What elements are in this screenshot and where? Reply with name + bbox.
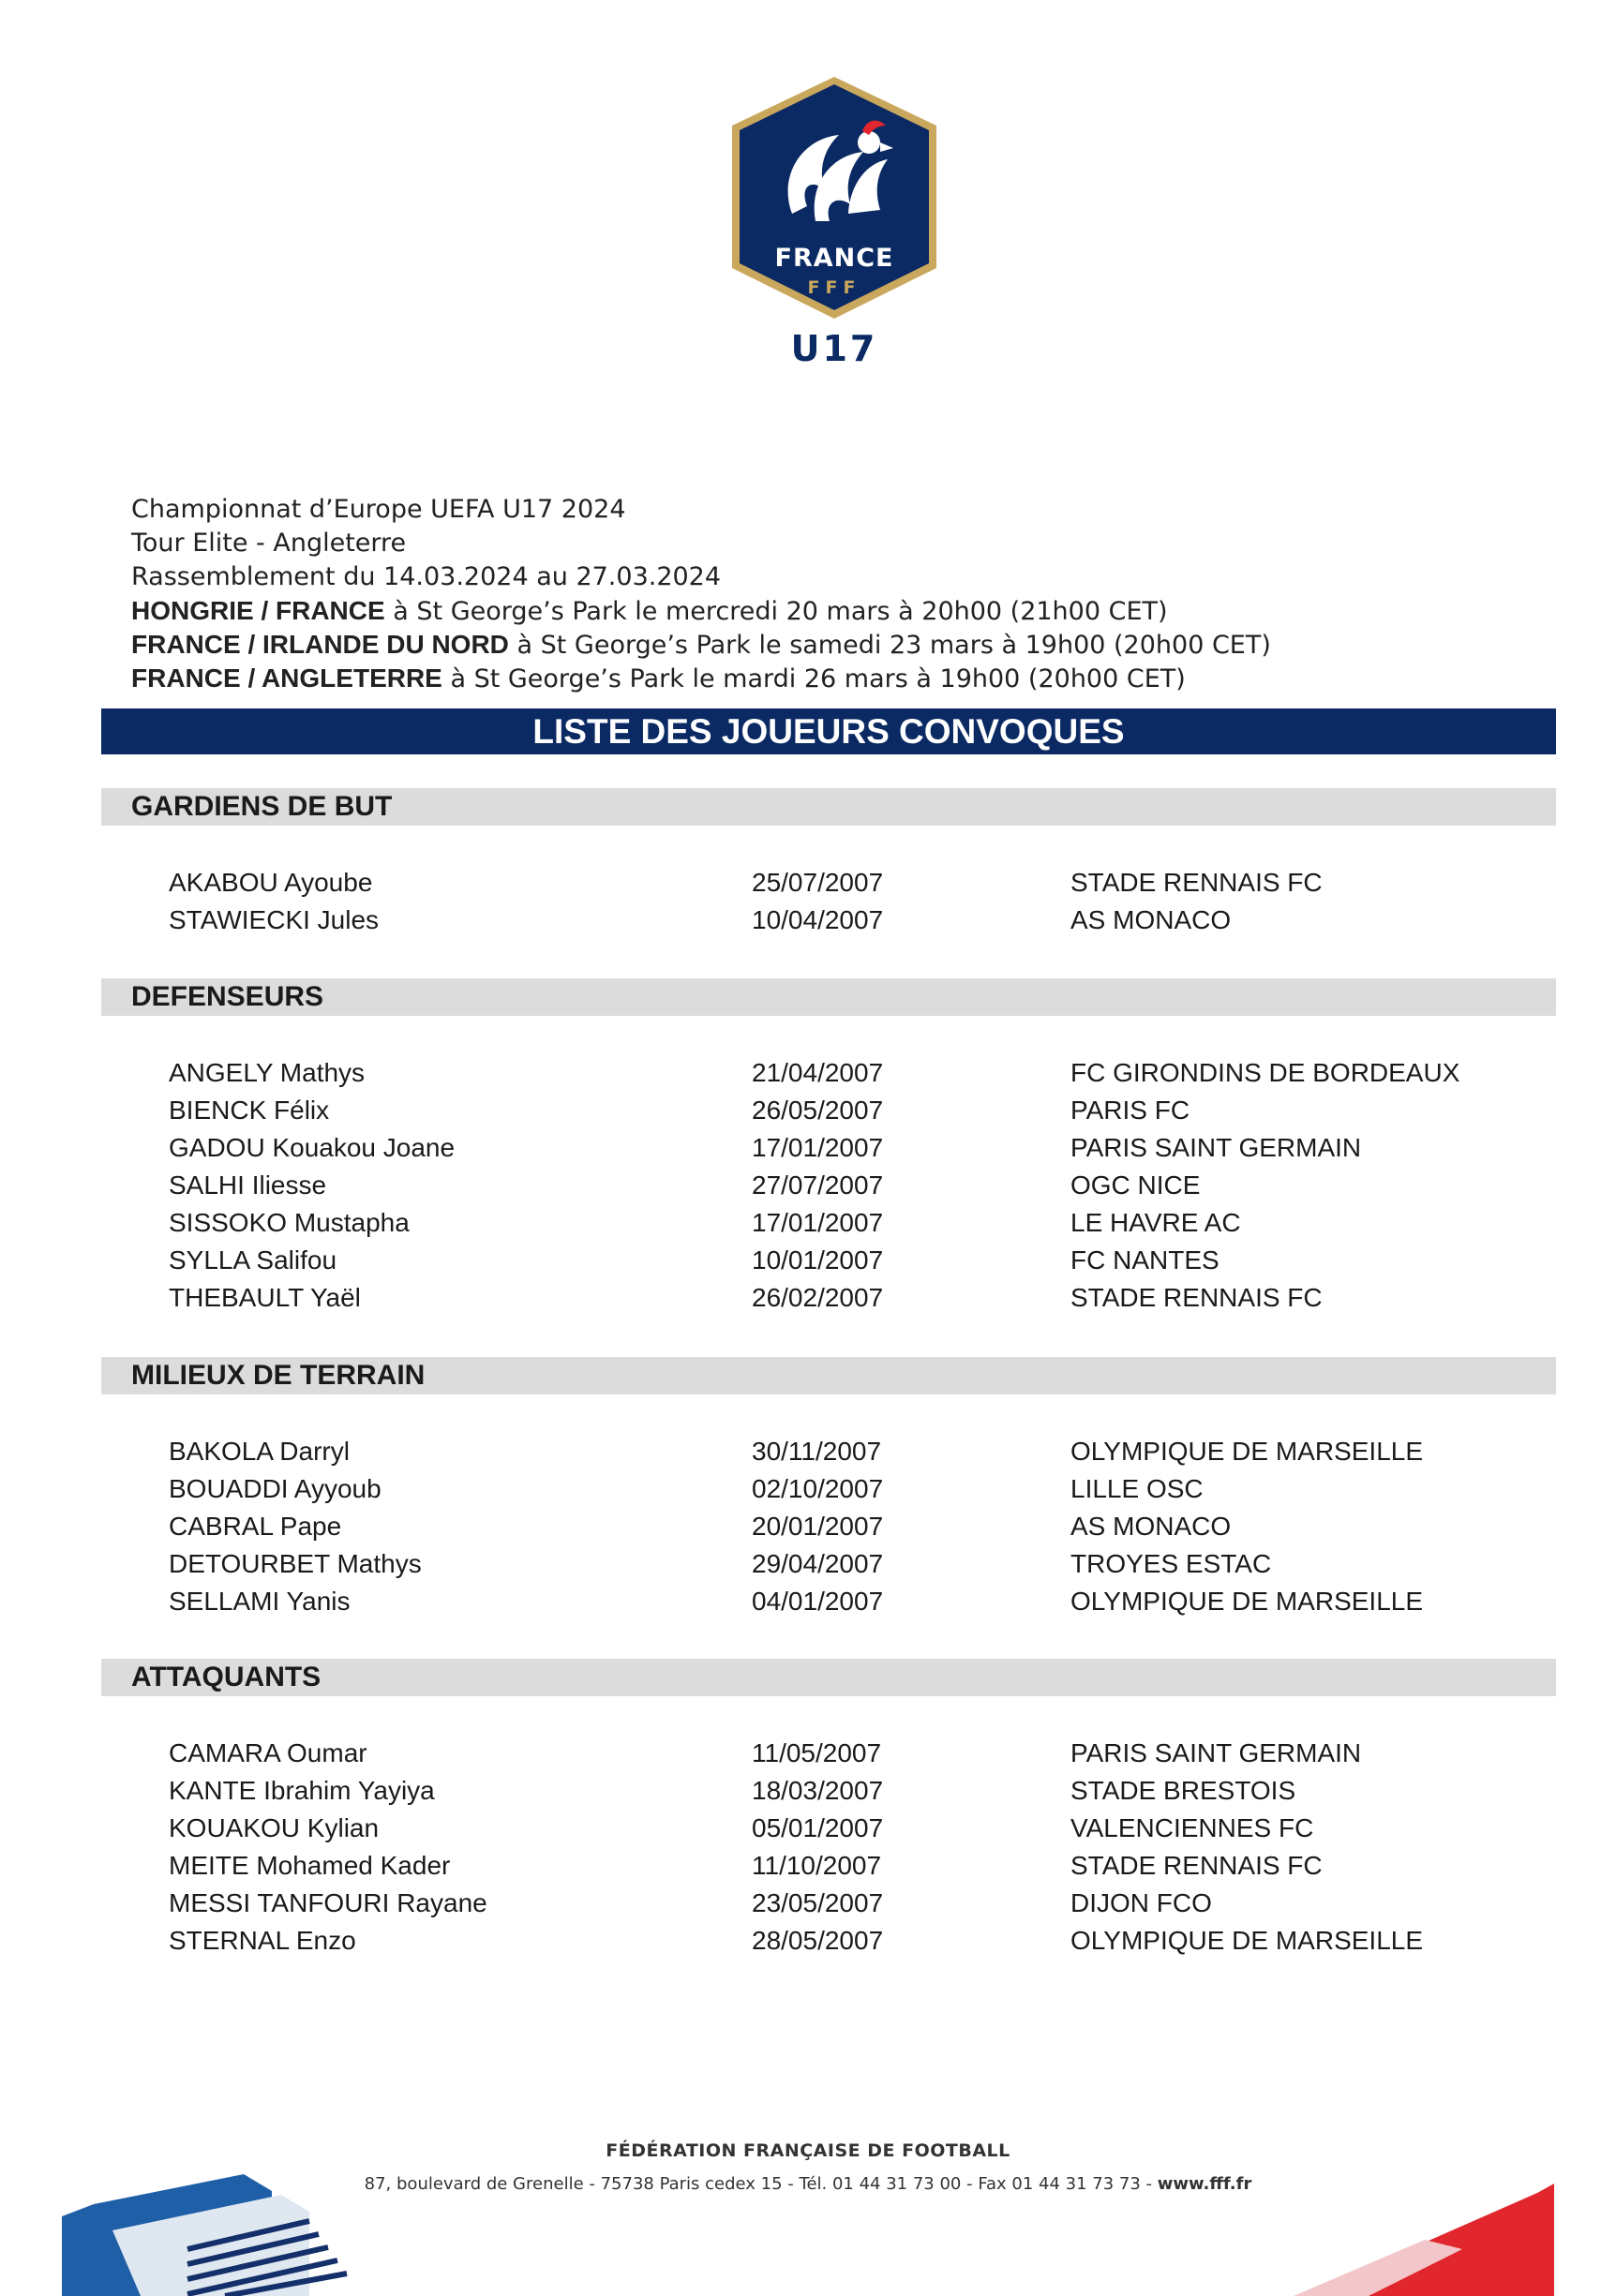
- player-row: [0, 1545, 1616, 1583]
- player-row: [0, 1847, 1616, 1885]
- player-club: PARIS SAINT GERMAIN: [1070, 1133, 1362, 1162]
- player-row: [0, 1433, 1616, 1470]
- section-header-forwards: ATTAQUANTS: [101, 1659, 1556, 1696]
- player-dob: 25/07/2007: [752, 868, 884, 897]
- player-dob: 26/05/2007: [752, 1096, 884, 1125]
- player-dob: 17/01/2007: [752, 1208, 884, 1237]
- player-club: PARIS SAINT GERMAIN: [1070, 1738, 1362, 1767]
- player-name: SALHI Iliesse: [169, 1170, 327, 1200]
- player-name: DETOURBET Mathys: [169, 1549, 422, 1578]
- gathering-dates: Rassemblement du 14.03.2024 au 27.03.2024: [131, 562, 722, 591]
- player-row: [0, 1470, 1616, 1508]
- player-row: [0, 1167, 1616, 1204]
- address-text: 87, boulevard de Grenelle - 75738 Paris cedex 15 - Tél. 01 44 31 73 00 - Fax 01 44 31 73 73 -: [364, 2174, 1158, 2194]
- match-teams: HONGRIE / FRANCE: [131, 596, 385, 625]
- player-dob: 30/11/2007: [752, 1437, 882, 1466]
- player-row: [0, 1092, 1616, 1129]
- competition-name: Championnat d’Europe UEFA U17 2024: [131, 495, 626, 524]
- federation-name: FÉDÉRATION FRANÇAISE DE FOOTBALL: [606, 2140, 1010, 2161]
- match-teams: FRANCE / ANGLETERRE: [131, 663, 442, 693]
- section-header-midfielders: MILIEUX DE TERRAIN: [101, 1357, 1556, 1394]
- match-line: [131, 662, 1537, 695]
- player-club: VALENCIENNES FC: [1070, 1813, 1314, 1842]
- player-row: [0, 1583, 1616, 1620]
- player-name: BOUADDI Ayyoub: [169, 1474, 382, 1503]
- player-dob: 20/01/2007: [752, 1512, 884, 1541]
- player-club: STADE RENNAIS FC: [1070, 868, 1323, 897]
- player-row: [0, 1735, 1616, 1772]
- federation-address: [0, 2174, 1616, 2194]
- player-club: STADE BRESTOIS: [1070, 1776, 1296, 1805]
- player-row: [0, 1508, 1616, 1545]
- player-row: [0, 1885, 1616, 1922]
- player-club: OLYMPIQUE DE MARSEILLE: [1070, 1926, 1424, 1955]
- player-row: [0, 864, 1616, 902]
- player-list-title: LISTE DES JOUEURS CONVOQUES: [101, 708, 1556, 754]
- player-dob: 11/05/2007: [752, 1738, 882, 1767]
- match-line: [131, 628, 1537, 662]
- player-row: [0, 1204, 1616, 1242]
- player-name: SISSOKO Mustapha: [169, 1208, 410, 1237]
- player-row: [0, 1922, 1616, 1960]
- player-dob: 10/04/2007: [752, 905, 884, 934]
- player-club: LE HAVRE AC: [1070, 1208, 1241, 1237]
- player-club: AS MONACO: [1070, 1512, 1232, 1541]
- player-row: [0, 1242, 1616, 1279]
- website-link[interactable]: www.fff.fr: [1157, 2174, 1252, 2194]
- player-dob: 29/04/2007: [752, 1549, 884, 1578]
- player-row: [0, 1129, 1616, 1167]
- match-line: [131, 594, 1537, 628]
- player-name: SYLLA Salifou: [169, 1245, 337, 1275]
- player-name: AKABOU Ayoube: [169, 868, 373, 897]
- player-club: DIJON FCO: [1070, 1888, 1212, 1917]
- player-club: PARIS FC: [1070, 1096, 1190, 1125]
- player-name: MESSI TANFOURI Rayane: [169, 1888, 487, 1917]
- player-club: LILLE OSC: [1070, 1474, 1204, 1503]
- player-club: OLYMPIQUE DE MARSEILLE: [1070, 1587, 1424, 1616]
- player-dob: 26/02/2007: [752, 1283, 884, 1312]
- section-header-goalkeepers: GARDIENS DE BUT: [101, 788, 1556, 826]
- fff-u17-logo: [726, 73, 942, 373]
- competition-round: Tour Elite - Angleterre: [131, 529, 407, 558]
- competition-info: [131, 493, 1537, 695]
- crest-fff-text: FFF: [807, 277, 861, 298]
- player-name: SELLAMI Yanis: [169, 1587, 351, 1616]
- match-details: à St George’s Park le samedi 23 mars à 19h00 (20h00 CET): [508, 631, 1271, 660]
- match-details: à St George’s Park le mardi 26 mars à 19h00 (20h00 CET): [441, 664, 1186, 693]
- player-dob: 05/01/2007: [752, 1813, 884, 1842]
- player-name: CABRAL Pape: [169, 1512, 342, 1541]
- player-name: GADOU Kouakou Joane: [169, 1133, 456, 1162]
- player-club: STADE RENNAIS FC: [1070, 1851, 1323, 1880]
- player-row: [0, 902, 1616, 939]
- player-name: CAMARA Oumar: [169, 1738, 367, 1767]
- player-dob: 02/10/2007: [752, 1474, 884, 1503]
- player-name: STERNAL Enzo: [169, 1926, 356, 1955]
- crest-france-text: FRANCE: [774, 244, 894, 273]
- player-dob: 10/01/2007: [752, 1245, 884, 1275]
- match-teams: FRANCE / IRLANDE DU NORD: [131, 630, 509, 659]
- match-details: à St George’s Park le mercredi 20 mars à 20h00 (21h00 CET): [384, 597, 1168, 626]
- player-dob: 18/03/2007: [752, 1776, 884, 1805]
- player-club: AS MONACO: [1070, 905, 1232, 934]
- player-name: THEBAULT Yaël: [169, 1283, 361, 1312]
- team-u17-label: U17: [790, 328, 878, 369]
- section-header-defenders: DEFENSEURS: [101, 978, 1556, 1016]
- player-name: STAWIECKI Jules: [169, 905, 380, 934]
- player-name: BAKOLA Darryl: [169, 1437, 350, 1466]
- player-club: FC GIRONDINS DE BORDEAUX: [1070, 1058, 1460, 1087]
- player-club: FC NANTES: [1070, 1245, 1219, 1275]
- page-footer: [0, 2127, 1616, 2296]
- player-dob: 28/05/2007: [752, 1926, 884, 1955]
- player-club: STADE RENNAIS FC: [1070, 1283, 1323, 1312]
- player-row: [0, 1810, 1616, 1847]
- player-row: [0, 1772, 1616, 1810]
- player-dob: 17/01/2007: [752, 1133, 884, 1162]
- player-club: OLYMPIQUE DE MARSEILLE: [1070, 1437, 1424, 1466]
- player-dob: 04/01/2007: [752, 1587, 884, 1616]
- player-dob: 23/05/2007: [752, 1888, 884, 1917]
- player-name: KANTE Ibrahim Yayiya: [169, 1776, 435, 1805]
- player-dob: 21/04/2007: [752, 1058, 884, 1087]
- player-name: KOUAKOU Kylian: [169, 1813, 380, 1842]
- player-row: [0, 1054, 1616, 1092]
- player-dob: 11/10/2007: [752, 1851, 882, 1880]
- player-name: BIENCK Félix: [169, 1096, 330, 1125]
- player-club: TROYES ESTAC: [1070, 1549, 1272, 1578]
- player-row: [0, 1279, 1616, 1317]
- player-name: ANGELY Mathys: [169, 1058, 366, 1087]
- player-club: OGC NICE: [1070, 1170, 1201, 1200]
- player-dob: 27/07/2007: [752, 1170, 884, 1200]
- player-name: MEITE Mohamed Kader: [169, 1851, 451, 1880]
